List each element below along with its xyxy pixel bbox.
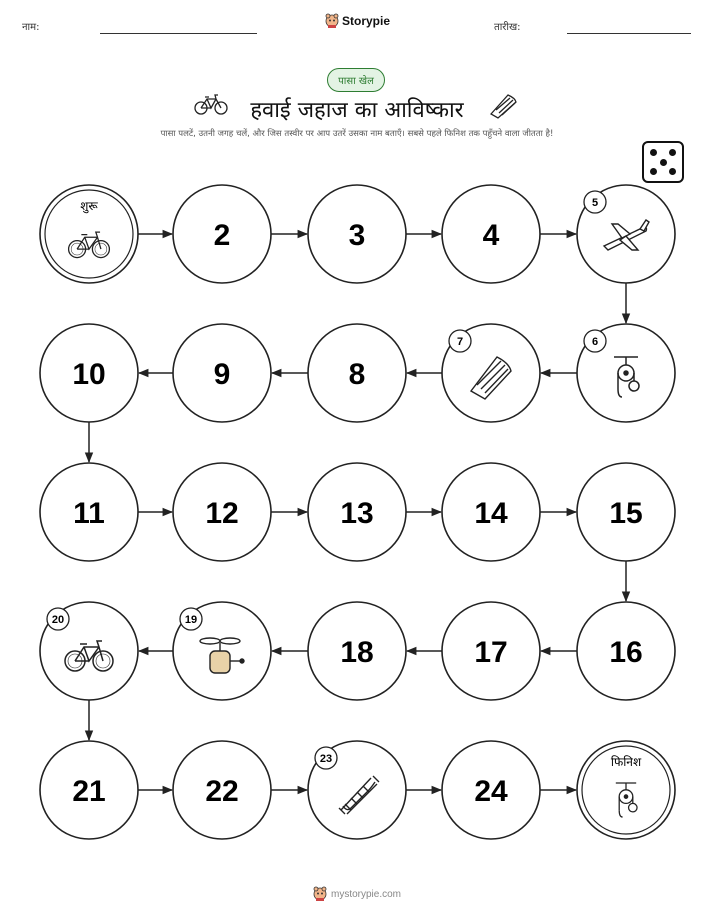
board-space-3[interactable]	[308, 185, 406, 283]
space-number: 11	[73, 497, 105, 530]
space-number: 4	[482, 219, 500, 252]
space-number: 5	[591, 197, 599, 209]
space-number: 24	[474, 775, 508, 808]
space-number: 15	[609, 497, 643, 530]
space-number: 23	[319, 753, 333, 765]
board-space-21[interactable]	[40, 741, 138, 839]
space-number: 2	[213, 219, 231, 252]
board-space-12[interactable]	[173, 463, 271, 561]
space-number: 17	[474, 636, 508, 669]
space-number: 19	[184, 614, 198, 626]
footer-url[interactable]: mystorypie.com	[330, 888, 401, 900]
space-number: 18	[340, 636, 374, 669]
board-space-17[interactable]	[442, 602, 540, 700]
space-number: 3	[348, 219, 366, 252]
date-label: तारीख:	[494, 22, 521, 33]
board-space-2[interactable]	[173, 185, 271, 283]
brand-name: Storypie	[342, 14, 391, 28]
board-space-19[interactable]	[173, 602, 271, 700]
board-space-23[interactable]	[308, 741, 406, 839]
space-number: 20	[51, 614, 65, 626]
space-number: 16	[609, 636, 643, 669]
board-space-4[interactable]	[442, 185, 540, 283]
board-space-16[interactable]	[577, 602, 675, 700]
finish-label: फिनिश	[610, 755, 642, 769]
board-space-24[interactable]	[442, 741, 540, 839]
board-space-5[interactable]	[577, 185, 675, 283]
space-number: 9	[213, 358, 231, 391]
name-label: नाम:	[22, 22, 40, 33]
board-space-6[interactable]	[577, 324, 675, 422]
instructions: पासा पलटें, उतनी जगह चलें, और जिस तस्वीर पर आप उतरें उसका नाम बताएँ। सबसे पहले फिनिश तक पहुँचने वाला जीतता है!	[160, 129, 554, 139]
board-space-start[interactable]	[40, 185, 138, 283]
space-number: 14	[474, 497, 508, 530]
space-number: 21	[72, 775, 106, 808]
space-number: 12	[205, 497, 239, 530]
board-space-8[interactable]	[308, 324, 406, 422]
space-number: 6	[591, 336, 599, 348]
board-space-18[interactable]	[308, 602, 406, 700]
board-space-13[interactable]	[308, 463, 406, 561]
board-space-11[interactable]	[40, 463, 138, 561]
space-number: 8	[348, 358, 366, 391]
storypie-mascot-icon	[313, 886, 327, 902]
space-number: 22	[205, 775, 239, 808]
board-space-22[interactable]	[173, 741, 271, 839]
game-type-badge: पासा खेल	[327, 68, 385, 92]
space-number: 7	[456, 336, 464, 348]
start-label: शुरू	[80, 199, 98, 213]
space-number: 13	[340, 497, 374, 530]
board-space-15[interactable]	[577, 463, 675, 561]
board-space-20[interactable]	[40, 602, 138, 700]
footer	[0, 886, 714, 902]
board-space-7[interactable]	[442, 324, 540, 422]
page-title: हवाई जहाज का आविष्कार	[250, 98, 464, 123]
space-number: 10	[72, 358, 106, 391]
board-space-finish[interactable]	[577, 741, 675, 839]
board-space-9[interactable]	[173, 324, 271, 422]
board-space-14[interactable]	[442, 463, 540, 561]
board-space-10[interactable]	[40, 324, 138, 422]
